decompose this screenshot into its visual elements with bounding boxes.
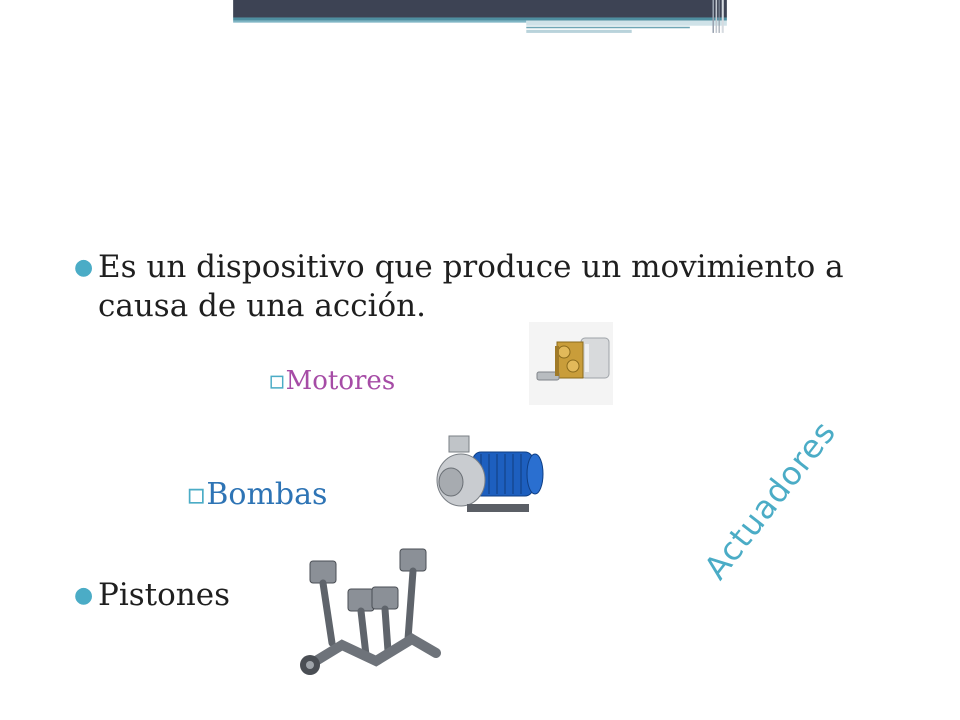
bullet-icon: ● <box>74 255 94 280</box>
sub-item-motores <box>268 368 395 394</box>
bullet-definition <box>74 248 894 326</box>
sub-bullet-icon: ▫ <box>186 477 207 512</box>
gear-motor-icon <box>529 322 613 405</box>
water-pump-icon <box>427 430 551 522</box>
sub-item-bombas <box>186 477 328 512</box>
sub-item-label: Bombas <box>206 477 328 512</box>
side-label-actuadores: Actuadores <box>696 413 844 587</box>
sub-item-label: Motores <box>285 366 396 396</box>
bullet-icon: ● <box>74 583 94 608</box>
bullet-text: Es un dispositivo que produce un movimiento a causa de una acción. <box>98 249 844 324</box>
sub-bullet-icon: ▫ <box>268 366 286 396</box>
bullet-text: Pistones <box>98 577 231 613</box>
header-decoration <box>0 0 960 36</box>
pistons-crankshaft-icon <box>296 543 452 693</box>
